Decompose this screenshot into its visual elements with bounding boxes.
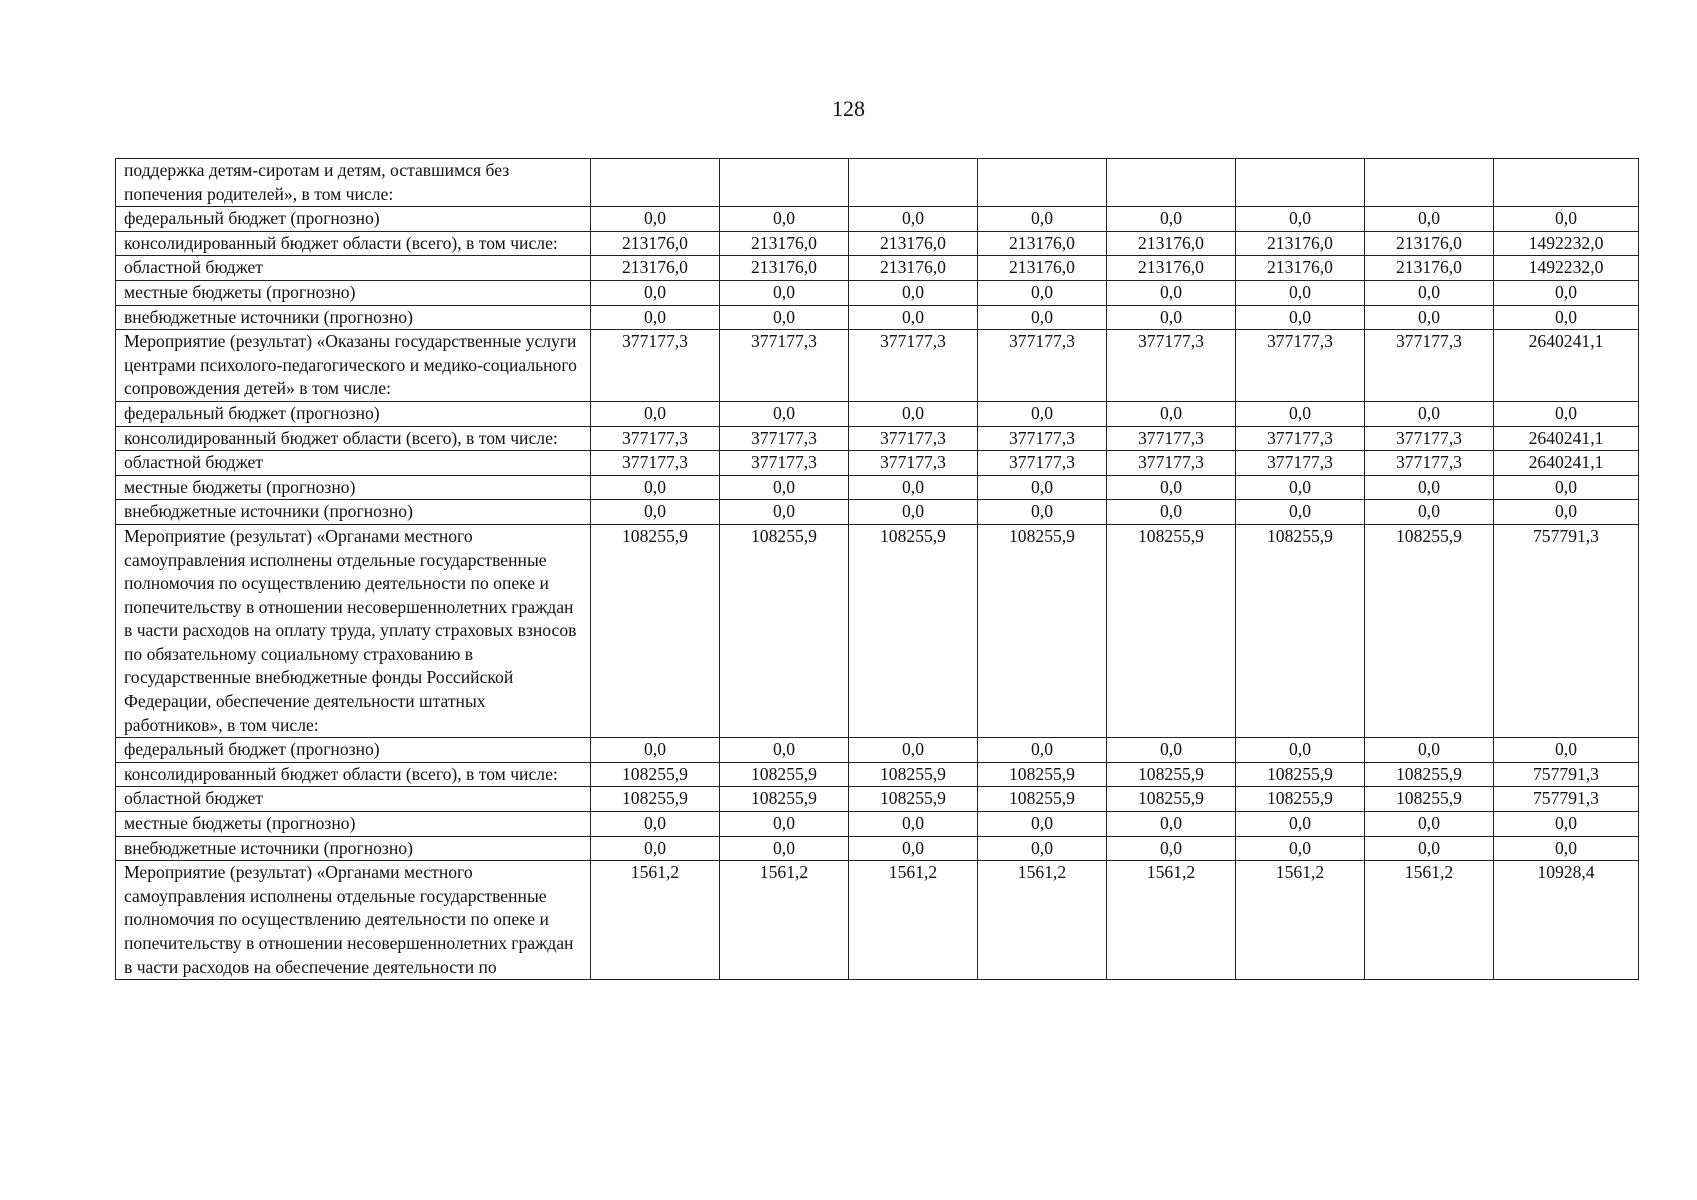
- year-value-cell: 108255,9: [720, 762, 849, 787]
- year-value-cell: 108255,9: [1365, 762, 1494, 787]
- table-row: [116, 475, 1639, 500]
- year-value-cell: 108255,9: [591, 762, 720, 787]
- table-row: [116, 451, 1639, 476]
- year-value-cell: 108255,9: [720, 524, 849, 737]
- table-row: [116, 207, 1639, 232]
- year-value-cell: 377177,3: [1365, 451, 1494, 476]
- year-value-cell: 0,0: [591, 207, 720, 232]
- year-value-cell: 0,0: [720, 475, 849, 500]
- year-value-cell: 0,0: [1107, 207, 1236, 232]
- year-value-cell: 377177,3: [1236, 426, 1365, 451]
- table-row: [116, 738, 1639, 763]
- year-value-cell: 0,0: [978, 738, 1107, 763]
- year-value-cell: 0,0: [1236, 836, 1365, 861]
- year-value-cell: 0,0: [978, 836, 1107, 861]
- year-value-cell: 213176,0: [849, 231, 978, 256]
- page-number: 128: [832, 96, 865, 121]
- total-value-cell: 1492232,0: [1494, 231, 1639, 256]
- year-value-cell: 377177,3: [849, 330, 978, 402]
- table-row: [116, 401, 1639, 426]
- year-value-cell: 1561,2: [978, 861, 1107, 980]
- year-value-cell: 0,0: [1365, 836, 1494, 861]
- row-label-cell: местные бюджеты (прогнозно): [116, 475, 591, 500]
- year-value-cell: 108255,9: [978, 762, 1107, 787]
- year-value-cell: 0,0: [978, 305, 1107, 330]
- year-value-cell: 0,0: [591, 812, 720, 837]
- year-value-cell: 377177,3: [1236, 330, 1365, 402]
- year-value-cell: 213176,0: [1365, 231, 1494, 256]
- year-value-cell: 377177,3: [1236, 451, 1365, 476]
- year-value-cell: 0,0: [1365, 500, 1494, 525]
- year-value-cell: 0,0: [849, 812, 978, 837]
- year-value-cell: 0,0: [849, 836, 978, 861]
- total-value-cell: 1492232,0: [1494, 256, 1639, 281]
- total-value-cell: 0,0: [1494, 836, 1639, 861]
- year-value-cell: 213176,0: [720, 231, 849, 256]
- year-value-cell: 377177,3: [978, 451, 1107, 476]
- row-label-cell: внебюджетные источники (прогнозно): [116, 500, 591, 525]
- year-value-cell: 213176,0: [591, 231, 720, 256]
- year-value-cell: 0,0: [591, 305, 720, 330]
- year-value-cell: 108255,9: [1365, 787, 1494, 812]
- year-value-cell: 0,0: [1365, 207, 1494, 232]
- year-value-cell: 0,0: [1107, 280, 1236, 305]
- total-value-cell: 0,0: [1494, 738, 1639, 763]
- year-value-cell: 213176,0: [978, 231, 1107, 256]
- year-value-cell: 0,0: [1365, 280, 1494, 305]
- year-value-cell: 377177,3: [978, 426, 1107, 451]
- year-value-cell: 108255,9: [978, 524, 1107, 737]
- total-value-cell: 0,0: [1494, 475, 1639, 500]
- year-value-cell: 0,0: [1236, 500, 1365, 525]
- table-row: [116, 330, 1639, 402]
- year-value-cell: 213176,0: [1236, 256, 1365, 281]
- row-label-cell: федеральный бюджет (прогнозно): [116, 207, 591, 232]
- year-value-cell: 0,0: [1107, 475, 1236, 500]
- year-value-cell: 0,0: [1365, 401, 1494, 426]
- year-value-cell: 0,0: [1365, 305, 1494, 330]
- year-value-cell: 0,0: [720, 207, 849, 232]
- row-label-cell: консолидированный бюджет области (всего), в том числе:: [116, 426, 591, 451]
- table-row: [116, 231, 1639, 256]
- year-value-cell: 0,0: [849, 305, 978, 330]
- year-value-cell: 0,0: [1236, 207, 1365, 232]
- row-label-cell: областной бюджет: [116, 787, 591, 812]
- total-value-cell: 0,0: [1494, 401, 1639, 426]
- year-value-cell: 0,0: [978, 812, 1107, 837]
- year-value-cell: 0,0: [1365, 475, 1494, 500]
- year-value-cell: 377177,3: [720, 451, 849, 476]
- year-value-cell: 0,0: [1107, 500, 1236, 525]
- table-row: [116, 256, 1639, 281]
- year-value-cell: 213176,0: [720, 256, 849, 281]
- year-value-cell: 108255,9: [720, 787, 849, 812]
- table-row: [116, 280, 1639, 305]
- year-value-cell: 0,0: [1236, 280, 1365, 305]
- year-value-cell: 1561,2: [720, 861, 849, 980]
- year-value-cell: [978, 159, 1107, 207]
- table-row: [116, 861, 1639, 980]
- year-value-cell: 377177,3: [720, 426, 849, 451]
- year-value-cell: [1365, 159, 1494, 207]
- year-value-cell: 377177,3: [1365, 426, 1494, 451]
- year-value-cell: 108255,9: [1236, 762, 1365, 787]
- year-value-cell: 0,0: [1107, 836, 1236, 861]
- total-value-cell: 2640241,1: [1494, 330, 1639, 402]
- year-value-cell: 377177,3: [720, 330, 849, 402]
- year-value-cell: 0,0: [849, 207, 978, 232]
- row-label-cell: местные бюджеты (прогнозно): [116, 812, 591, 837]
- year-value-cell: 0,0: [1236, 812, 1365, 837]
- year-value-cell: 0,0: [849, 500, 978, 525]
- table-row: [116, 812, 1639, 837]
- table-row: [116, 305, 1639, 330]
- total-value-cell: 757791,3: [1494, 524, 1639, 737]
- year-value-cell: 377177,3: [849, 426, 978, 451]
- total-value-cell: [1494, 159, 1639, 207]
- row-label-cell: консолидированный бюджет области (всего), в том числе:: [116, 231, 591, 256]
- table-row: [116, 524, 1639, 737]
- row-label-cell: внебюджетные источники (прогнозно): [116, 836, 591, 861]
- year-value-cell: 377177,3: [1107, 451, 1236, 476]
- year-value-cell: 108255,9: [1107, 762, 1236, 787]
- year-value-cell: 377177,3: [591, 330, 720, 402]
- year-value-cell: 108255,9: [849, 524, 978, 737]
- year-value-cell: 1561,2: [1236, 861, 1365, 980]
- year-value-cell: 0,0: [1236, 475, 1365, 500]
- year-value-cell: 0,0: [720, 500, 849, 525]
- year-value-cell: 0,0: [978, 500, 1107, 525]
- year-value-cell: 1561,2: [1365, 861, 1494, 980]
- year-value-cell: [720, 159, 849, 207]
- year-value-cell: 0,0: [1107, 305, 1236, 330]
- year-value-cell: [1107, 159, 1236, 207]
- row-label-cell: Мероприятие (результат) «Органами местного самоуправления исполнены отдельные государственные полномочия по осуществлению деятельности по опеке и попечительству в отношении несовершеннолетних граждан в части расходов на обеспечение деятельности по: [116, 861, 591, 980]
- year-value-cell: 377177,3: [978, 330, 1107, 402]
- budget-table-body: [116, 159, 1639, 980]
- row-label-cell: поддержка детям-сиротам и детям, оставшимся без попечения родителей», в том числе:: [116, 159, 591, 207]
- year-value-cell: 108255,9: [1107, 787, 1236, 812]
- year-value-cell: 0,0: [1365, 738, 1494, 763]
- year-value-cell: 108255,9: [591, 524, 720, 737]
- year-value-cell: 0,0: [1365, 812, 1494, 837]
- year-value-cell: 377177,3: [591, 451, 720, 476]
- row-label-cell: областной бюджет: [116, 451, 591, 476]
- year-value-cell: 377177,3: [1107, 426, 1236, 451]
- year-value-cell: 0,0: [1236, 305, 1365, 330]
- year-value-cell: 0,0: [1236, 401, 1365, 426]
- year-value-cell: 108255,9: [1365, 524, 1494, 737]
- total-value-cell: 2640241,1: [1494, 451, 1639, 476]
- total-value-cell: 757791,3: [1494, 787, 1639, 812]
- year-value-cell: 1561,2: [1107, 861, 1236, 980]
- table-row: [116, 787, 1639, 812]
- total-value-cell: 0,0: [1494, 305, 1639, 330]
- year-value-cell: 0,0: [720, 401, 849, 426]
- year-value-cell: 213176,0: [978, 256, 1107, 281]
- year-value-cell: 108255,9: [849, 762, 978, 787]
- year-value-cell: 0,0: [720, 738, 849, 763]
- year-value-cell: 108255,9: [1236, 524, 1365, 737]
- year-value-cell: 108255,9: [849, 787, 978, 812]
- table-row: [116, 762, 1639, 787]
- row-label-cell: Мероприятие (результат) «Органами местного самоуправления исполнены отдельные государственные полномочия по осуществлению деятельности по опеке и попечительству в отношении несовершеннолетних граждан в части расходов на оплату труда, уплату страховых взносов по обязательному социальному страхованию в государственные внебюджетные фонды Российской Федерации, обеспечение деятельности штатных работников», в том числе:: [116, 524, 591, 737]
- total-value-cell: 2640241,1: [1494, 426, 1639, 451]
- total-value-cell: 0,0: [1494, 500, 1639, 525]
- year-value-cell: 0,0: [720, 812, 849, 837]
- year-value-cell: 0,0: [1107, 738, 1236, 763]
- row-label-cell: федеральный бюджет (прогнозно): [116, 401, 591, 426]
- year-value-cell: 0,0: [591, 280, 720, 305]
- year-value-cell: 0,0: [1107, 401, 1236, 426]
- total-value-cell: 0,0: [1494, 812, 1639, 837]
- total-value-cell: 0,0: [1494, 207, 1639, 232]
- year-value-cell: 213176,0: [1236, 231, 1365, 256]
- year-value-cell: 0,0: [591, 836, 720, 861]
- row-label-cell: консолидированный бюджет области (всего), в том числе:: [116, 762, 591, 787]
- year-value-cell: 0,0: [591, 738, 720, 763]
- row-label-cell: областной бюджет: [116, 256, 591, 281]
- table-row: [116, 500, 1639, 525]
- year-value-cell: 0,0: [978, 475, 1107, 500]
- year-value-cell: [1236, 159, 1365, 207]
- row-label-cell: внебюджетные источники (прогнозно): [116, 305, 591, 330]
- year-value-cell: 377177,3: [1107, 330, 1236, 402]
- year-value-cell: 108255,9: [1236, 787, 1365, 812]
- year-value-cell: 377177,3: [849, 451, 978, 476]
- year-value-cell: 0,0: [849, 738, 978, 763]
- year-value-cell: 0,0: [720, 280, 849, 305]
- row-label-cell: Мероприятие (результат) «Оказаны государственные услуги центрами психолого-педагогического и медико-социального сопровождения детей» в том числе:: [116, 330, 591, 402]
- year-value-cell: 0,0: [978, 280, 1107, 305]
- year-value-cell: 0,0: [591, 401, 720, 426]
- year-value-cell: 108255,9: [1107, 524, 1236, 737]
- year-value-cell: 0,0: [849, 475, 978, 500]
- total-value-cell: 0,0: [1494, 280, 1639, 305]
- year-value-cell: 0,0: [849, 280, 978, 305]
- row-label-cell: федеральный бюджет (прогнозно): [116, 738, 591, 763]
- year-value-cell: 1561,2: [591, 861, 720, 980]
- year-value-cell: [849, 159, 978, 207]
- year-value-cell: [591, 159, 720, 207]
- year-value-cell: 0,0: [978, 401, 1107, 426]
- total-value-cell: 757791,3: [1494, 762, 1639, 787]
- year-value-cell: 377177,3: [591, 426, 720, 451]
- year-value-cell: 0,0: [978, 207, 1107, 232]
- year-value-cell: 377177,3: [1365, 330, 1494, 402]
- year-value-cell: 213176,0: [849, 256, 978, 281]
- budget-table: [115, 158, 1639, 980]
- table-row: [116, 426, 1639, 451]
- year-value-cell: 0,0: [849, 401, 978, 426]
- year-value-cell: 0,0: [591, 500, 720, 525]
- year-value-cell: 0,0: [720, 305, 849, 330]
- year-value-cell: 108255,9: [591, 787, 720, 812]
- year-value-cell: 0,0: [720, 836, 849, 861]
- row-label-cell: местные бюджеты (прогнозно): [116, 280, 591, 305]
- table-row: [116, 159, 1639, 207]
- year-value-cell: 213176,0: [1107, 231, 1236, 256]
- total-value-cell: 10928,4: [1494, 861, 1639, 980]
- year-value-cell: 213176,0: [591, 256, 720, 281]
- year-value-cell: 213176,0: [1107, 256, 1236, 281]
- year-value-cell: 0,0: [1236, 738, 1365, 763]
- year-value-cell: 108255,9: [978, 787, 1107, 812]
- year-value-cell: 213176,0: [1365, 256, 1494, 281]
- year-value-cell: 1561,2: [849, 861, 978, 980]
- year-value-cell: 0,0: [1107, 812, 1236, 837]
- year-value-cell: 0,0: [591, 475, 720, 500]
- table-row: [116, 836, 1639, 861]
